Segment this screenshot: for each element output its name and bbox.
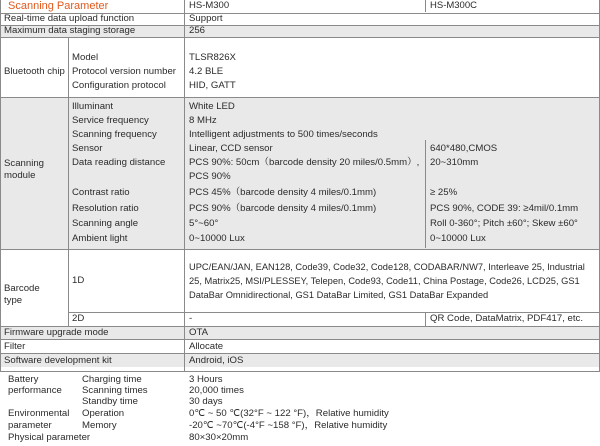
- value-firmware: OTA: [189, 327, 209, 338]
- environmental-group-line2: parameter: [8, 420, 52, 431]
- value-realtime: Support: [189, 13, 223, 24]
- label-staging: Maximum data staging storage: [4, 25, 136, 36]
- value-resolution: PCS 90%（barcode density 4 miles/0.1mm): [189, 203, 377, 214]
- value-2d: -: [189, 313, 193, 324]
- label-config: Configuration protocol: [72, 80, 166, 91]
- value-contrast: PCS 45%（barcode density 4 miles/0.1mm): [189, 187, 377, 198]
- scanning-group-line2: module: [4, 170, 36, 181]
- battery-group-line1: Battery: [8, 374, 39, 385]
- value-charging: 3 Hours: [189, 374, 223, 385]
- header-hs-m300: HS-M300: [189, 0, 230, 11]
- battery-group-line2: performance: [8, 385, 62, 396]
- label-protocol: Protocol version number: [72, 66, 176, 77]
- value-scanfreq: Intelligent adjustments to 500 times/seconds: [189, 129, 378, 140]
- value-scanning-times: 20,000 times: [189, 385, 244, 396]
- column-divider: [184, 0, 185, 371]
- value-illuminant: White LED: [189, 101, 235, 112]
- value-standby: 30 days: [189, 396, 223, 407]
- value-physical: 80×30×20mm: [189, 432, 249, 443]
- value-distance-1: PCS 90%: 50cm（barcode density 20 miles/0.5mm）,: [189, 157, 420, 168]
- value-1d-line3: DataBar Omnidirectional, GS1 DataBar Limited, GS1 DataBar Expanded: [189, 290, 489, 300]
- label-illuminant: Illuminant: [72, 101, 114, 112]
- value-sensor: Linear, CCD sensor: [189, 143, 273, 154]
- column-divider: [68, 97, 69, 249]
- environmental-group-line1: Environmental: [8, 408, 70, 419]
- column-divider: [425, 140, 426, 248]
- label-sdk: Software development kit: [4, 355, 112, 366]
- value-model: TLSR826X: [189, 52, 236, 63]
- value-operation: 0℃ ~ 50 ℃(32°F ~ 122 °F)，Relative humidity: [189, 408, 389, 419]
- label-1d: 1D: [72, 275, 85, 286]
- table-row: [0, 339, 600, 353]
- table-bottom: [0, 371, 600, 372]
- value-distance-c: 20~310mm: [430, 157, 479, 168]
- value-protocol: 4.2 BLE: [189, 66, 224, 77]
- sheet-title: Scanning Parameter: [8, 0, 109, 12]
- label-operation: Operation: [82, 408, 125, 419]
- value-1d-line1: UPC/EAN/JAN, EAN128, Code39, Code32, Code128, CODABAR/NW7, Interleave 25, Industrial: [189, 262, 585, 272]
- label-service: Service frequency: [72, 115, 149, 126]
- label-realtime: Real-time data upload function: [4, 13, 135, 24]
- column-divider: [68, 249, 69, 326]
- label-charging: Charging time: [82, 374, 142, 385]
- label-resolution: Resolution ratio: [72, 203, 139, 214]
- label-sensor: Sensor: [72, 143, 103, 154]
- table-edge: [0, 0, 1, 371]
- value-distance-2: PCS 90%: [189, 171, 231, 182]
- value-angle: 5°~60°: [189, 218, 219, 229]
- value-ambient: 0~10000 Lux: [189, 233, 245, 244]
- barcode-group-line2: type: [4, 295, 23, 306]
- value-config: HID, GATT: [189, 80, 236, 91]
- column-divider: [425, 0, 426, 12]
- value-filter: Allocate: [189, 341, 224, 352]
- bluetooth-group-label: Bluetooth chip: [4, 66, 65, 77]
- value-ambient-c: 0~10000 Lux: [430, 233, 486, 244]
- label-physical: Physical parameter: [8, 432, 91, 443]
- label-distance: Data reading distance: [72, 157, 166, 168]
- value-memory: -20℃ ~70℃(-4°F ~158 °F)，Relative humidity: [189, 420, 388, 431]
- value-contrast-c: ≥ 25%: [430, 187, 458, 198]
- label-angle: Scanning angle: [72, 218, 139, 229]
- label-ambient: Ambient light: [72, 233, 128, 244]
- value-service: 8 MHz: [189, 115, 217, 126]
- value-resolution-c: PCS 90%, CODE 39: ≥4mil/0.1mm: [430, 203, 579, 214]
- value-angle-c: Roll 0-360°; Pitch ±60°; Skew ±60°: [430, 218, 578, 229]
- value-sdk: Android, iOS: [189, 355, 244, 366]
- scanning-group-line1: Scanning: [4, 158, 45, 169]
- label-filter: Filter: [4, 341, 26, 352]
- value-sensor-c: 640*480,CMOS: [430, 143, 498, 154]
- label-model: Model: [72, 52, 99, 63]
- column-divider: [425, 312, 426, 326]
- value-staging: 256: [189, 25, 206, 36]
- label-2d: 2D: [72, 313, 85, 324]
- value-1d-line2: 25, Matrix25, MSI/PLESSEY, Telepen, Code93, Code11, China Postage, Code26, LCD25, GS1: [189, 276, 580, 286]
- header-hs-m300c: HS-M300C: [430, 0, 477, 11]
- label-firmware: Firmware upgrade mode: [4, 327, 109, 338]
- value-2d-c: QR Code, DataMatrix, PDF417, etc.: [430, 313, 584, 324]
- label-scanning-times: Scanning times: [82, 385, 148, 396]
- column-divider: [68, 37, 69, 97]
- barcode-group-line1: Barcode: [4, 283, 40, 294]
- label-contrast: Contrast ratio: [72, 187, 130, 198]
- label-scanfreq: Scanning frequency: [72, 129, 157, 140]
- label-standby: Standby time: [82, 396, 138, 407]
- label-memory: Memory: [82, 420, 117, 431]
